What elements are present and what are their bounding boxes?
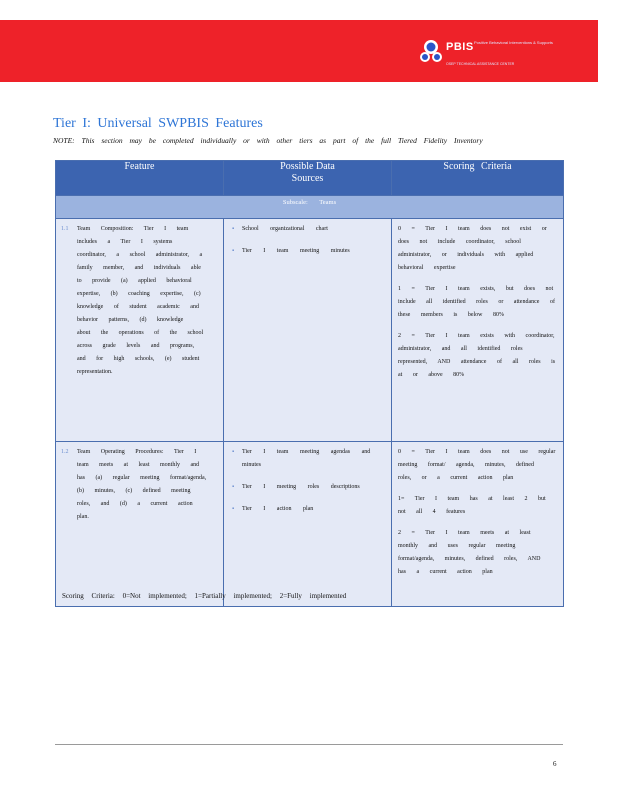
subscale-row: [56, 196, 564, 219]
item-number: 1.1: [61, 226, 69, 232]
feature-text: Team Composition: Tier I team includes a Tier I systems coordinator, a school administrator, a family member, and individuals able to provide (a) applied behavioral expertise, (b) coaching expertise, (c) knowledge of student academic and behavior patterns, (d) knowledge about the operations of the school across grade levels and programs, and for high schools, (e) student representation.: [77, 226, 204, 375]
subscale-label: Subscale: Teams: [56, 196, 564, 219]
table-row: [56, 219, 564, 442]
scoring-level-0: 0 = Tier I team does not use regular meeting format/ agenda, minutes, defined roles, or a current action plan: [398, 449, 556, 481]
scoring-legend: Scoring Criteria: 0=Not implemented; 1=Partially implemented; 2=Fully implemented: [62, 592, 347, 600]
section-note: NOTE: This section may be completed individually or with other tiers as part of the full Tiered Fidelity Inventory: [53, 136, 483, 145]
scoring-level-2: 2 = Tier I team meets at least monthly and uses regular meeting format/agenda, minutes, defined roles, AND has a current action plan: [398, 530, 541, 575]
header-banner: [0, 20, 598, 82]
pbis-logo: [418, 38, 568, 74]
feature-cell: [56, 442, 224, 607]
data-source-item: ▪ Tier I meeting roles descriptions: [230, 481, 385, 494]
scoring-level-1: 1 = Tier I team exists, but does not include all identified roles or attendance of these members is below 80%: [398, 286, 555, 318]
column-header-data-sources: Possible Data Sources: [224, 161, 392, 196]
scoring-level-0: 0 = Tier I team does not exist or does not include coordinator, school administrator, or individuals with applied behavioral expertise: [398, 226, 547, 271]
data-sources-cell: [224, 442, 392, 607]
logo-subtitle: Positive Behavioral Interventions & Supports: [474, 40, 553, 45]
data-source-item: ▪ Tier I action plan: [230, 503, 385, 516]
scoring-level-1: 1= Tier I team has at least 2 but not all 4 features: [398, 496, 546, 515]
data-source-item: ▪ Tier I team meeting agendas and minutes: [230, 446, 385, 472]
page-title: Tier I: Universal SWPBIS Features: [53, 116, 263, 131]
scoring-level-2: 2 = Tier I team exists with coordinator, administrator, and all identified roles represented, AND attendance of all roles is at or above 80%: [398, 333, 556, 378]
data-sources-cell: [224, 219, 392, 442]
column-header-scoring: Scoring Criteria: [392, 161, 564, 196]
feature-text: Team Operating Procedures: Tier I team meets at least monthly and has (a) regular meeting format/agenda, (b) minutes, (c) defined meeting roles, and (d) a current action plan.: [77, 449, 207, 520]
logo-tagline: OSEP TECHNICAL ASSISTANCE CENTER: [446, 62, 515, 66]
column-header-feature: Feature: [56, 161, 224, 196]
item-number: 1.2: [61, 449, 69, 455]
data-source-item: ▪ Tier I team meeting minutes: [230, 245, 385, 258]
table-row: [56, 442, 564, 607]
logo-text: PBIS: [446, 41, 474, 53]
pbis-logo-icon: [418, 38, 444, 66]
feature-cell: [56, 219, 224, 442]
features-table: [55, 160, 564, 607]
data-source-item: ▪ School organizational chart: [230, 223, 385, 236]
footer-divider: [55, 744, 563, 745]
scoring-cell: [392, 219, 564, 442]
page-number: 6: [553, 760, 557, 768]
scoring-cell: [392, 442, 564, 607]
table-header-row: [56, 161, 564, 196]
